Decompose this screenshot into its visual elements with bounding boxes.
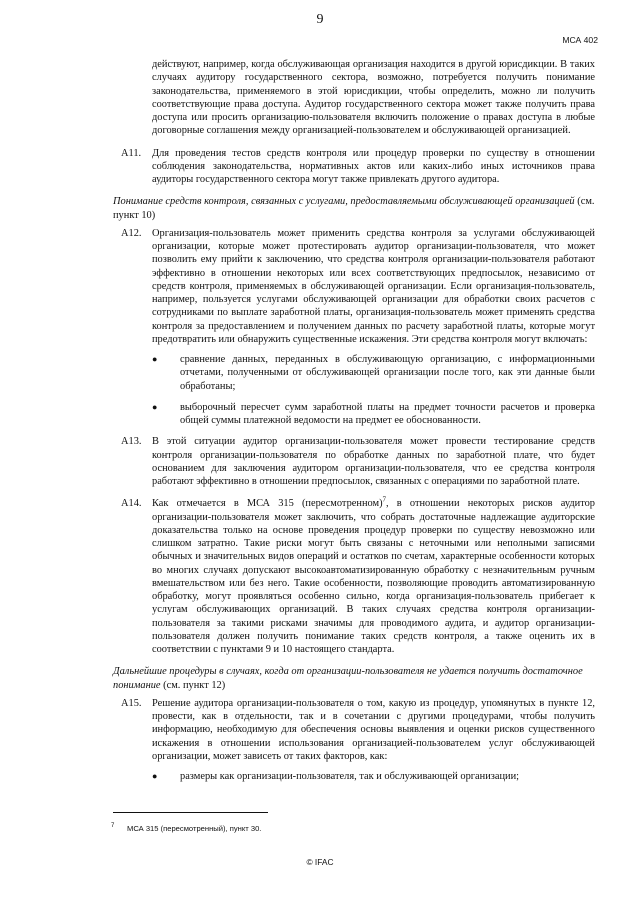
text-before-footnote: Как отмечается в МСА 315 (пересмотренном)	[152, 498, 383, 510]
list-item	[152, 770, 595, 783]
paragraph-text: Решение аудитора организации-пользователя о том, какую из процедур, упомянутых в пункте 12, провести, как в отдельности, так и в сочетании с другими процедурами, чтобы получить информацию, необходимую для обеспечения основы выявления и оценки рисков существенного искажения в отношении использования организацией-пользователем услуг обслуживающей организации, может зависеть от таких факторов, как:	[152, 697, 595, 762]
paragraph-a15	[113, 697, 595, 784]
paragraph-number: A15.	[121, 697, 142, 709]
heading-text: Понимание средств контроля, связанных с услугами, предоставляемыми обслуживающей организацией	[113, 196, 575, 208]
paragraph-text: В этой ситуации аудитор организации-пользователя может провести тестирование средств контроля организации-пользователя по обработке данных по заработной плате, что будет основанием для заключения аудитором организации-пользователя, что ее средства контроля работают эффективно в отношении предпосылок, связанных с операциями по заработной плате.	[152, 436, 595, 487]
paragraph-number: A11.	[121, 147, 142, 159]
page-number: 9	[316, 12, 324, 27]
list-item-text: сравнение данных, переданных в обслуживающую организацию, с информационными отчетами, полученными от обслуживающей организации после того, как эти данные были обработаны;	[180, 354, 595, 392]
text-after-footnote: , в отношении некоторых рисков аудитор организации-пользователя может заключить, что собрать достаточные надлежащие аудиторские доказательства только на основе проведения процедур проверки по существу невозможно или слишком затратно. Такие риски могут быть связаны с неточными или неполными записями обычных и значительных видов операций и остатков по счетам, характерные особенности которых во многих случаях допускают высокоавтоматизированную обработку с незначительным ручным вмешательством или без него. Такие особенности, позволяющие проводить автоматизированную обработку, могут проявляться особенно сильно, когда организация-пользователь прибегает к услугам обслуживающих организаций. В таких случаях средства контроля организации-пользователя за такими рисками значимы для проводимого аудита, и аудитор организации-пользователя должен получить понимание таких средств контроля, а также оценить их в соответствии с пунктами 9 и 10 настоящего стандарта.	[152, 498, 596, 655]
list-item	[152, 353, 595, 393]
paragraph-text: действуют, например, когда обслуживающая организация находится в другой юрисдикции. В таких случаях аудитору государственного сектора, возможно, потребуется получить понимание законодательства, применяемого в этой юрисдикции, чтобы определить, можно ли получить соответствующие права доступа. Аудитор государственного сектора может также получить права доступа или просить организацию-пользователя включить положение о правах доступа в любые договорные соглашения между организацией-пользователем и обслуживающей организацией.	[152, 59, 595, 137]
page-content	[113, 58, 595, 791]
list-item-text: выборочный пересчет сумм заработной платы на предмет точности расчетов и проверка общей суммы платежной ведомости на предмет ее обоснованности.	[180, 401, 595, 426]
paragraph-a11	[113, 147, 595, 187]
bullet-list	[152, 770, 595, 783]
copyright-footer: © IFAC	[306, 857, 334, 867]
footnote-number: 7	[111, 823, 115, 829]
section-heading-understanding-controls	[113, 195, 595, 222]
paragraph-number: A12.	[121, 227, 142, 239]
heading-text: Дальнейшие процедуры в случаях, когда от организации-пользователя не удается получить достаточное понимание	[113, 666, 583, 691]
document-code: МСА 402	[562, 35, 598, 45]
paragraph-number: A14.	[121, 498, 142, 510]
paragraph-a13	[113, 435, 595, 488]
bullet-icon: ●	[152, 401, 158, 412]
paragraph-text: Для проведения тестов средств контроля или процедур проверки по существу в отношении соблюдения законодательства, нормативных актов или каких-либо иных источников права аудиторы государственного сектора могут также привлекать другого аудитора.	[152, 147, 595, 185]
list-item-text: размеры как организации-пользователя, так и обслуживающей организации;	[180, 771, 520, 782]
footnote-text: МСА 315 (пересмотренный), пункт 30.	[127, 824, 262, 833]
paragraph-a12	[113, 227, 595, 428]
paragraph-text: Организация-пользователь может применить средства контроля за услугами обслуживающей организации, которые может протестировать аудитор организации-пользователя, что может позволить ему прийти к заключению, что средства контроля организации-пользователя работают эффективно в отношении некоторых или всех соответствующих предпосылок, независимо от средств контроля, применяемых в обслуживающей организации. Если организация-пользователь, например, пользуется услугами обслуживающей организации для обработки своих расчетов с сотрудниками по выплате заработной платы, организация-пользователь может применять средства контроля за предоставлением и получением данных по расчету заработной платы, которые могут предотвратить или обнаружить существенные искажения. Эти средства контроля могут включать:	[152, 227, 595, 345]
paragraph-text	[152, 497, 595, 656]
bullet-icon: ●	[152, 354, 158, 364]
bullet-list	[152, 353, 595, 427]
section-heading-further-procedures	[113, 665, 595, 692]
footnote-reference: 7	[382, 495, 387, 504]
footnote-divider	[113, 812, 268, 813]
paragraph-number: A13.	[121, 436, 142, 448]
heading-reference: (см. пункт 10)	[113, 196, 595, 221]
heading-reference: (см. пункт 12)	[163, 679, 226, 691]
paragraph-continuation	[113, 58, 595, 138]
list-item	[152, 401, 595, 428]
bullet-icon: ●	[152, 771, 158, 781]
paragraph-a14	[113, 497, 595, 656]
